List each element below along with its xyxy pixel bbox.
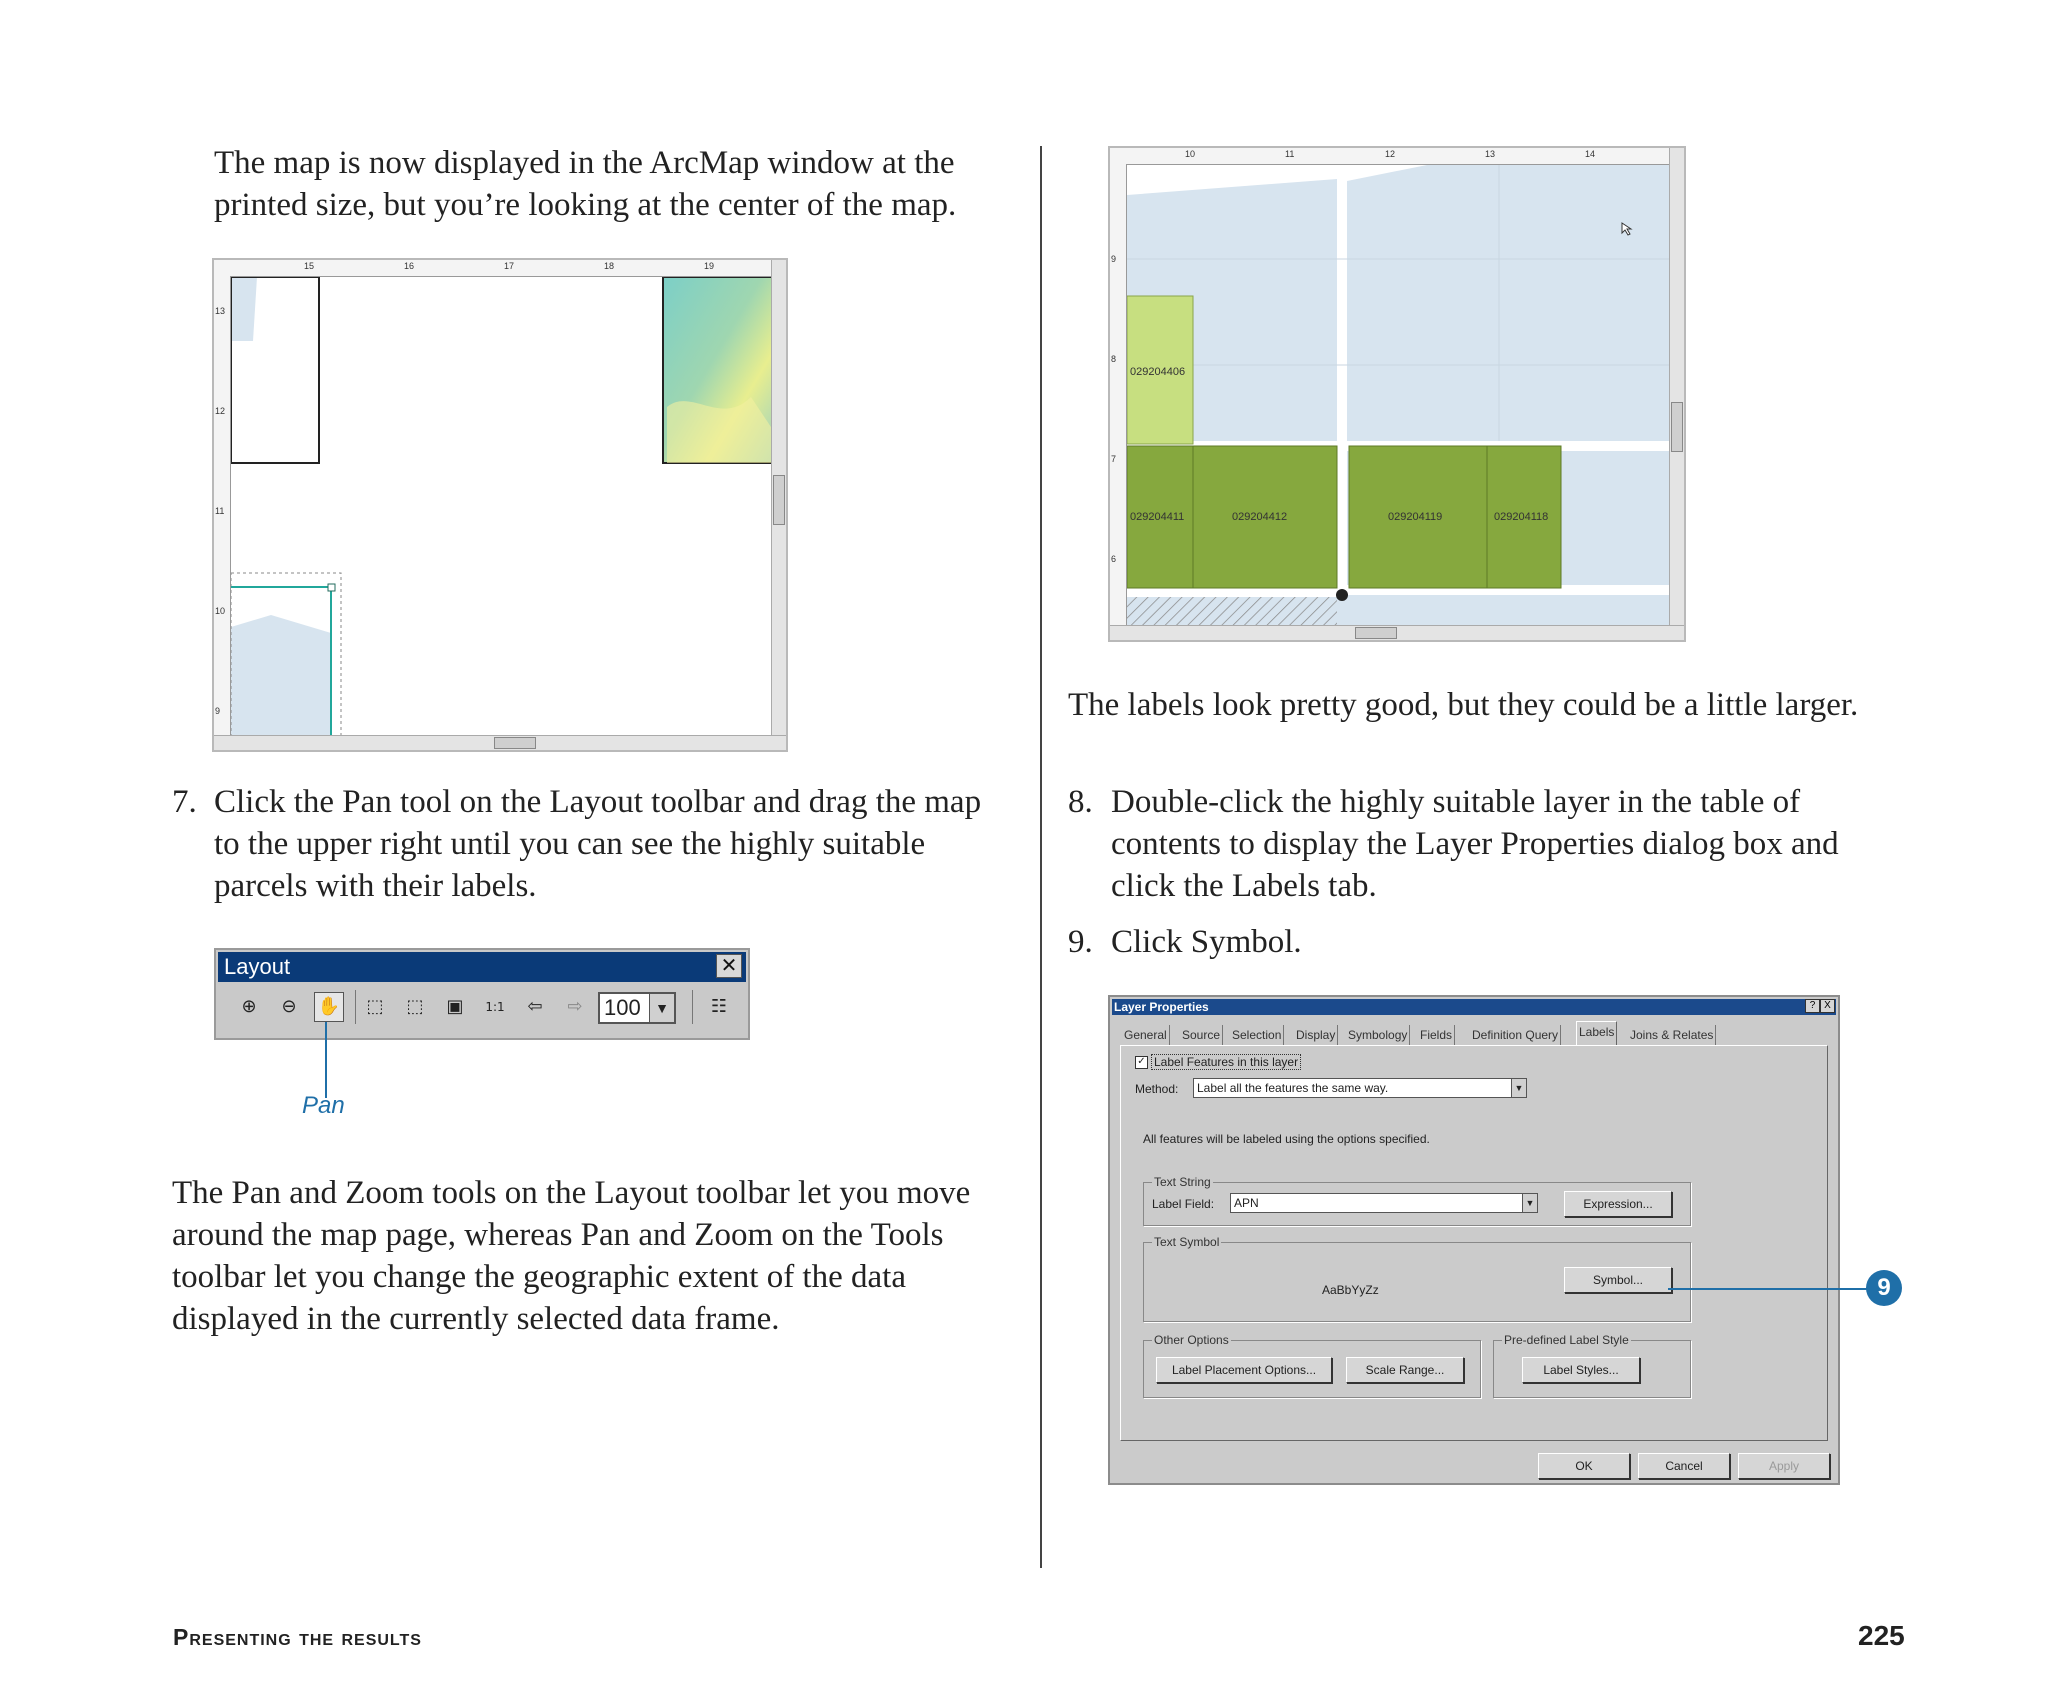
symbol-button[interactable]: Symbol... [1564, 1267, 1672, 1293]
ruler-tick: 9 [1111, 254, 1117, 264]
label-field-select[interactable] [1230, 1193, 1538, 1213]
step-8-number: 8. [1068, 784, 1093, 820]
label-field-label: Label Field: [1152, 1197, 1215, 1211]
zoom-out-icon[interactable]: ⊖ [281, 996, 297, 1017]
parcel-label: 029204412 [1232, 511, 1288, 523]
labels-caption: The labels look pretty good, but they could be a little larger. [1068, 687, 1859, 723]
label-styles-button[interactable]: Label Styles... [1522, 1357, 1640, 1383]
pan-callout-label: Pan [302, 1092, 345, 1119]
tab-general[interactable]: General [1122, 1025, 1170, 1045]
predefined-label-style-group-label: Pre-defined Label Style [1504, 1333, 1629, 1347]
map-canvas[interactable] [1127, 165, 1672, 627]
ruler-tick: 12 [215, 406, 226, 416]
step-7-number: 7. [172, 784, 197, 820]
scroll-thumb[interactable] [773, 475, 785, 525]
text-symbol-group [1143, 1235, 1691, 1322]
chevron-down-icon[interactable]: ▼ [1522, 1194, 1537, 1212]
step-9-callout-badge: 9 [1866, 1270, 1902, 1306]
tab-joins-relates[interactable]: Joins & Relates [1628, 1025, 1716, 1045]
page-number: 225 [1858, 1620, 1905, 1651]
label-placement-options-button[interactable]: Label Placement Options... [1156, 1357, 1332, 1383]
tab-fields[interactable]: Fields [1418, 1025, 1455, 1045]
parcel-label: 029204118 [1494, 511, 1549, 523]
ruler-tick: 18 [604, 261, 615, 271]
tab-selection[interactable]: Selection [1230, 1025, 1284, 1045]
apply-button[interactable]: Apply [1738, 1453, 1830, 1479]
ruler-tick: 9 [215, 706, 221, 716]
ruler-tick: 8 [1111, 354, 1117, 364]
step-8-text: Double-click the highly suitable layer in the table of contents to display the Layer Properties dialog box and click the Labels tab. [1111, 784, 1839, 904]
map-canvas[interactable] [231, 277, 774, 737]
all-features-text: All features will be labeled using the options specified. [1143, 1132, 1430, 1146]
parcel-label: 029204411 [1130, 511, 1185, 523]
label-field-value: APN [1234, 1196, 1259, 1210]
horizontal-ruler [214, 260, 786, 277]
ruler-tick: 13 [1485, 149, 1496, 159]
ok-button[interactable]: OK [1538, 1453, 1630, 1479]
section-footer [173, 1624, 422, 1651]
step-9-number: 9. [1068, 924, 1093, 960]
horizontal-scrollbar[interactable] [1110, 625, 1684, 640]
pan-icon[interactable]: ✋ [314, 992, 344, 1022]
toggle-draft-mode-icon[interactable]: ☷ [710, 996, 728, 1017]
ruler-tick: 15 [304, 261, 315, 271]
predefined-label-style-group [1493, 1333, 1691, 1398]
ruler-tick: 10 [215, 606, 226, 616]
ruler-tick: 13 [215, 306, 226, 316]
expression-button[interactable]: Expression... [1564, 1191, 1672, 1217]
step-9-text: Click Symbol. [1111, 924, 1302, 960]
scroll-thumb[interactable] [494, 737, 536, 749]
vertical-ruler [1110, 164, 1127, 640]
go-back-icon[interactable]: ⇦ [527, 996, 543, 1017]
tab-definition-query[interactable]: Definition Query [1470, 1025, 1561, 1045]
ruler-tick: 17 [504, 261, 515, 271]
section-title: Presenting the results [173, 1624, 422, 1650]
tab-source[interactable]: Source [1180, 1025, 1223, 1045]
close-icon[interactable]: ✕ [716, 954, 742, 978]
vertical-scrollbar[interactable] [1669, 148, 1684, 640]
ruler-tick: 19 [704, 261, 715, 271]
symbol-preview: AaBbYyZz [1322, 1283, 1379, 1297]
cancel-button[interactable]: Cancel [1638, 1453, 1730, 1479]
ruler-tick: 16 [404, 261, 415, 271]
ruler-tick: 14 [1585, 149, 1596, 159]
text-string-group-label: Text String [1154, 1175, 1211, 1189]
ruler-tick: 7 [1111, 454, 1117, 464]
scroll-thumb[interactable] [1671, 402, 1683, 452]
intro-paragraph: The map is now displayed in the ArcMap window at the printed size, but you’re looking at the center of the map. [214, 145, 957, 223]
scroll-thumb[interactable] [1355, 627, 1397, 639]
vertical-ruler [214, 276, 231, 750]
help-icon[interactable]: ? [1805, 999, 1820, 1013]
zoom-in-icon[interactable]: ⊕ [241, 996, 257, 1017]
parcel-label: 029204406 [1130, 366, 1186, 378]
zoom-100-icon[interactable]: 1:1 [485, 1000, 505, 1014]
layout-toolbar [214, 948, 750, 1040]
vertical-scrollbar[interactable] [771, 260, 786, 750]
other-options-group [1143, 1333, 1481, 1398]
method-value: Label all the features the same way. [1197, 1081, 1389, 1095]
tab-labels[interactable]: Labels [1576, 1021, 1617, 1046]
method-select[interactable] [1193, 1078, 1527, 1098]
tab-display[interactable]: Display [1294, 1025, 1338, 1045]
layer-properties-dialog [1108, 995, 1840, 1485]
map-screenshot-parcels [1108, 146, 1686, 642]
toolbar-title: Layout [218, 952, 746, 982]
ruler-tick: 10 [1185, 149, 1196, 159]
zoom-percent-combo[interactable] [598, 992, 676, 1024]
go-forward-icon[interactable]: ⇨ [567, 996, 583, 1017]
ruler-tick: 11 [215, 506, 225, 516]
parcel-label: 029204119 [1388, 511, 1443, 523]
scale-range-button[interactable]: Scale Range... [1346, 1357, 1464, 1383]
label-features-checkbox[interactable]: ✓ [1135, 1056, 1148, 1069]
chevron-down-icon[interactable]: ▼ [649, 994, 674, 1022]
close-icon[interactable]: X [1820, 999, 1835, 1013]
ruler-tick: 12 [1385, 149, 1396, 159]
zoom-fixed-in-icon[interactable]: ⬚ [366, 996, 384, 1017]
ruler-tick: 11 [1285, 149, 1295, 159]
full-extent-icon[interactable]: ▣ [446, 996, 464, 1017]
step-7-text: Click the Pan tool on the Layout toolbar and drag the map to the upper right until you can see the highly suitable parcels with their labels. [214, 784, 982, 904]
chevron-down-icon[interactable]: ▼ [1511, 1079, 1526, 1097]
horizontal-scrollbar[interactable] [214, 735, 786, 750]
label-features-text: Label Features in this layer [1151, 1054, 1301, 1070]
dialog-title: Layer Properties [1112, 999, 1836, 1015]
labels-tab-panel [1120, 1045, 1828, 1441]
map-screenshot-center [212, 258, 788, 752]
method-label: Method: [1135, 1082, 1179, 1096]
step-9-callout-line [1668, 1288, 1868, 1290]
column-divider [1040, 146, 1042, 1568]
ruler-tick: 6 [1111, 554, 1117, 564]
text-string-group [1143, 1175, 1691, 1226]
zoom-fixed-out-icon[interactable]: ⬚ [406, 996, 424, 1017]
text-symbol-group-label: Text Symbol [1154, 1235, 1220, 1249]
other-options-group-label: Other Options [1154, 1333, 1229, 1347]
pan-callout-line [325, 1022, 327, 1098]
horizontal-ruler [1110, 148, 1684, 165]
note-paragraph: The Pan and Zoom tools on the Layout toolbar let you move around the map page, whereas Pan and Zoom on the Tools toolbar let you change the geographic extent of the data displayed in the currently selected data frame. [172, 1175, 971, 1337]
tab-symbology[interactable]: Symbology [1346, 1025, 1410, 1045]
zoom-percent-value: 100 [604, 995, 641, 1020]
